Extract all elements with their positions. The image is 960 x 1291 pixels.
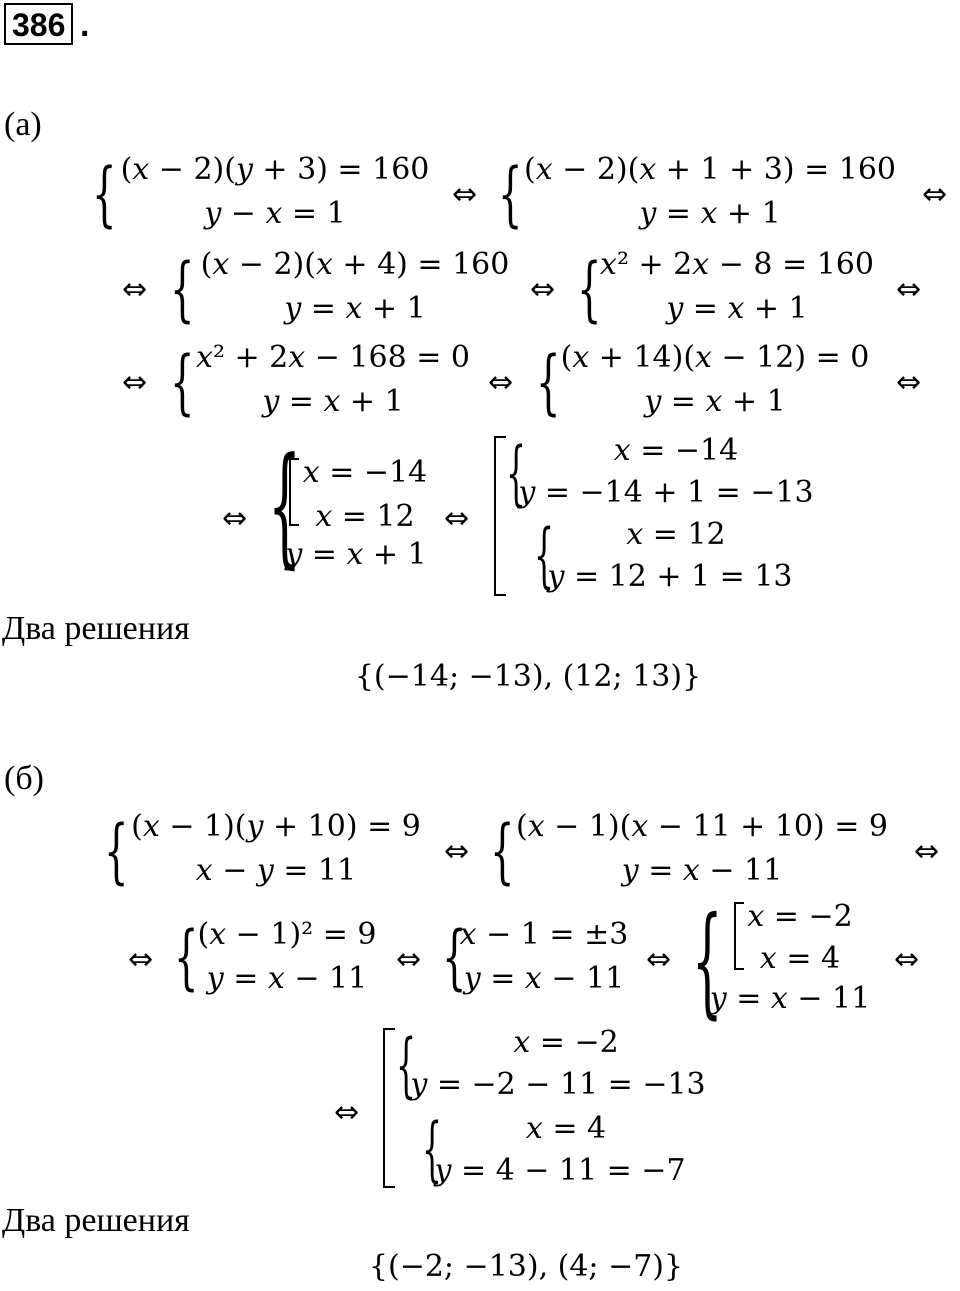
system-brace: { — [490, 810, 515, 892]
equivalence-icon: ⇔ — [896, 272, 922, 307]
equation: (𝑥 − 1)(𝑦 + 10) = 9 — [131, 809, 421, 844]
part-b-row-2 — [0, 892, 960, 1031]
part-b-conclusion: Два решения — [2, 1202, 190, 1239]
part-a-label: (а) — [4, 106, 42, 143]
equivalence-icon: ⇔ — [334, 1095, 360, 1130]
equation: 𝑦 = 𝑥 + 1 — [644, 384, 786, 419]
equation: (𝑥 − 2)(𝑥 + 1 + 3) = 160 — [523, 152, 897, 187]
equation: 𝑦 = 𝑥 + 1 — [639, 196, 781, 231]
system-brace: { — [422, 1108, 443, 1190]
equivalence-icon: ⇔ — [444, 501, 470, 536]
equivalence-icon: ⇔ — [922, 177, 948, 212]
system-brace: { — [92, 153, 117, 235]
part-a-row-2 — [0, 247, 960, 330]
system-brace: { — [104, 810, 129, 892]
equivalence-icon: ⇔ — [488, 365, 514, 400]
equivalence-icon: ⇔ — [128, 942, 154, 977]
equivalence-icon: ⇔ — [646, 942, 672, 977]
equation: 𝑦 = 𝑥 − 11 — [621, 853, 783, 888]
equation: (𝑥 − 1)(𝑥 − 11 + 10) = 9 — [515, 809, 889, 844]
system-brace: { — [692, 892, 723, 1031]
system-brace: { — [174, 916, 199, 998]
equation: 𝑦 = −2 − 11 = −13 — [410, 1067, 706, 1102]
part-b-row-3 — [0, 1024, 960, 1190]
equation: 𝑦 = 𝑥 + 1 — [285, 537, 427, 572]
system-brace: { — [577, 248, 602, 330]
equation: (𝑥 + 14)(𝑥 − 12) = 0 — [560, 340, 870, 375]
equation: 𝑦 = 12 + 1 = 13 — [547, 559, 793, 594]
equivalence-icon: ⇔ — [452, 177, 478, 212]
alternative-bracket — [383, 1028, 395, 1188]
alternative-bracket — [494, 436, 506, 596]
equation: (𝑥 − 1)² = 9 — [197, 917, 377, 952]
equation: 𝑦 = 𝑥 + 1 — [262, 384, 404, 419]
task-number-dot: . — [80, 6, 90, 44]
equation: 𝑥 = 4 — [759, 941, 841, 976]
system-brace: { — [506, 432, 527, 514]
equivalence-icon: ⇔ — [914, 834, 940, 869]
equivalence-icon: ⇔ — [530, 272, 556, 307]
equation: 𝑥 = −14 — [302, 455, 428, 490]
equation: 𝑦 = 𝑥 − 11 — [709, 981, 871, 1016]
equivalence-icon: ⇔ — [396, 942, 422, 977]
system-brace: { — [170, 248, 195, 330]
equation: 𝑥² + 2𝑥 − 8 = 160 — [600, 247, 874, 282]
equivalence-icon: ⇔ — [444, 834, 470, 869]
equivalence-icon: ⇔ — [894, 942, 920, 977]
equation: 𝑥 − 1 = ±3 — [459, 917, 629, 952]
equation: 𝑥 = 4 — [525, 1111, 607, 1146]
part-b-answer: {(−2; −13), (4; −7)} — [368, 1249, 684, 1284]
equation: 𝑥 = −2 — [513, 1025, 619, 1060]
equation: 𝑦 = 𝑥 − 11 — [463, 961, 625, 996]
equivalence-icon: ⇔ — [222, 501, 248, 536]
part-a-row-1 — [0, 152, 960, 235]
system-brace: { — [534, 514, 555, 596]
equation: 𝑦 = −14 + 1 = −13 — [518, 475, 814, 510]
equivalence-icon: ⇔ — [122, 365, 148, 400]
equation: (𝑥 − 2)(𝑥 + 4) = 160 — [200, 247, 510, 282]
part-a-answer: {(−14; −13), (12; 13)} — [354, 659, 702, 694]
equation: 𝑥 = 12 — [626, 517, 726, 552]
equation: 𝑦 = 𝑥 − 11 — [206, 961, 368, 996]
part-a-conclusion: Два решения — [2, 610, 190, 647]
system-brace: { — [170, 341, 195, 423]
equation: 𝑦 − 𝑥 = 1 — [204, 196, 346, 231]
system-brace: { — [396, 1024, 417, 1106]
equation: 𝑦 = 𝑥 + 1 — [284, 291, 426, 326]
alternative-bracket — [734, 902, 744, 970]
alternative-bracket — [289, 458, 299, 526]
equation: 𝑦 = 4 − 11 = −7 — [434, 1153, 686, 1188]
system-brace: { — [442, 916, 467, 998]
equation: 𝑥² + 2𝑥 − 168 = 0 — [196, 340, 470, 375]
equation: 𝑥 = −2 — [747, 899, 853, 934]
equation: 𝑥 = 12 — [315, 499, 415, 534]
part-b-label: (б) — [4, 760, 44, 797]
equation: (𝑥 − 2)(𝑦 + 3) = 160 — [120, 152, 430, 187]
system-brace: { — [268, 429, 302, 581]
system-brace: { — [536, 341, 561, 423]
part-a-row-3 — [0, 340, 960, 423]
equation: 𝑦 = 𝑥 + 1 — [666, 291, 808, 326]
part-a-row-4 — [0, 429, 960, 596]
system-brace: { — [498, 153, 523, 235]
equivalence-icon: ⇔ — [122, 272, 148, 307]
equivalence-icon: ⇔ — [896, 365, 922, 400]
equation: 𝑥 = −14 — [613, 433, 739, 468]
part-b-row-1 — [0, 809, 960, 892]
task-number: 386 — [4, 3, 73, 45]
equation: 𝑥 − 𝑦 = 11 — [195, 853, 357, 888]
